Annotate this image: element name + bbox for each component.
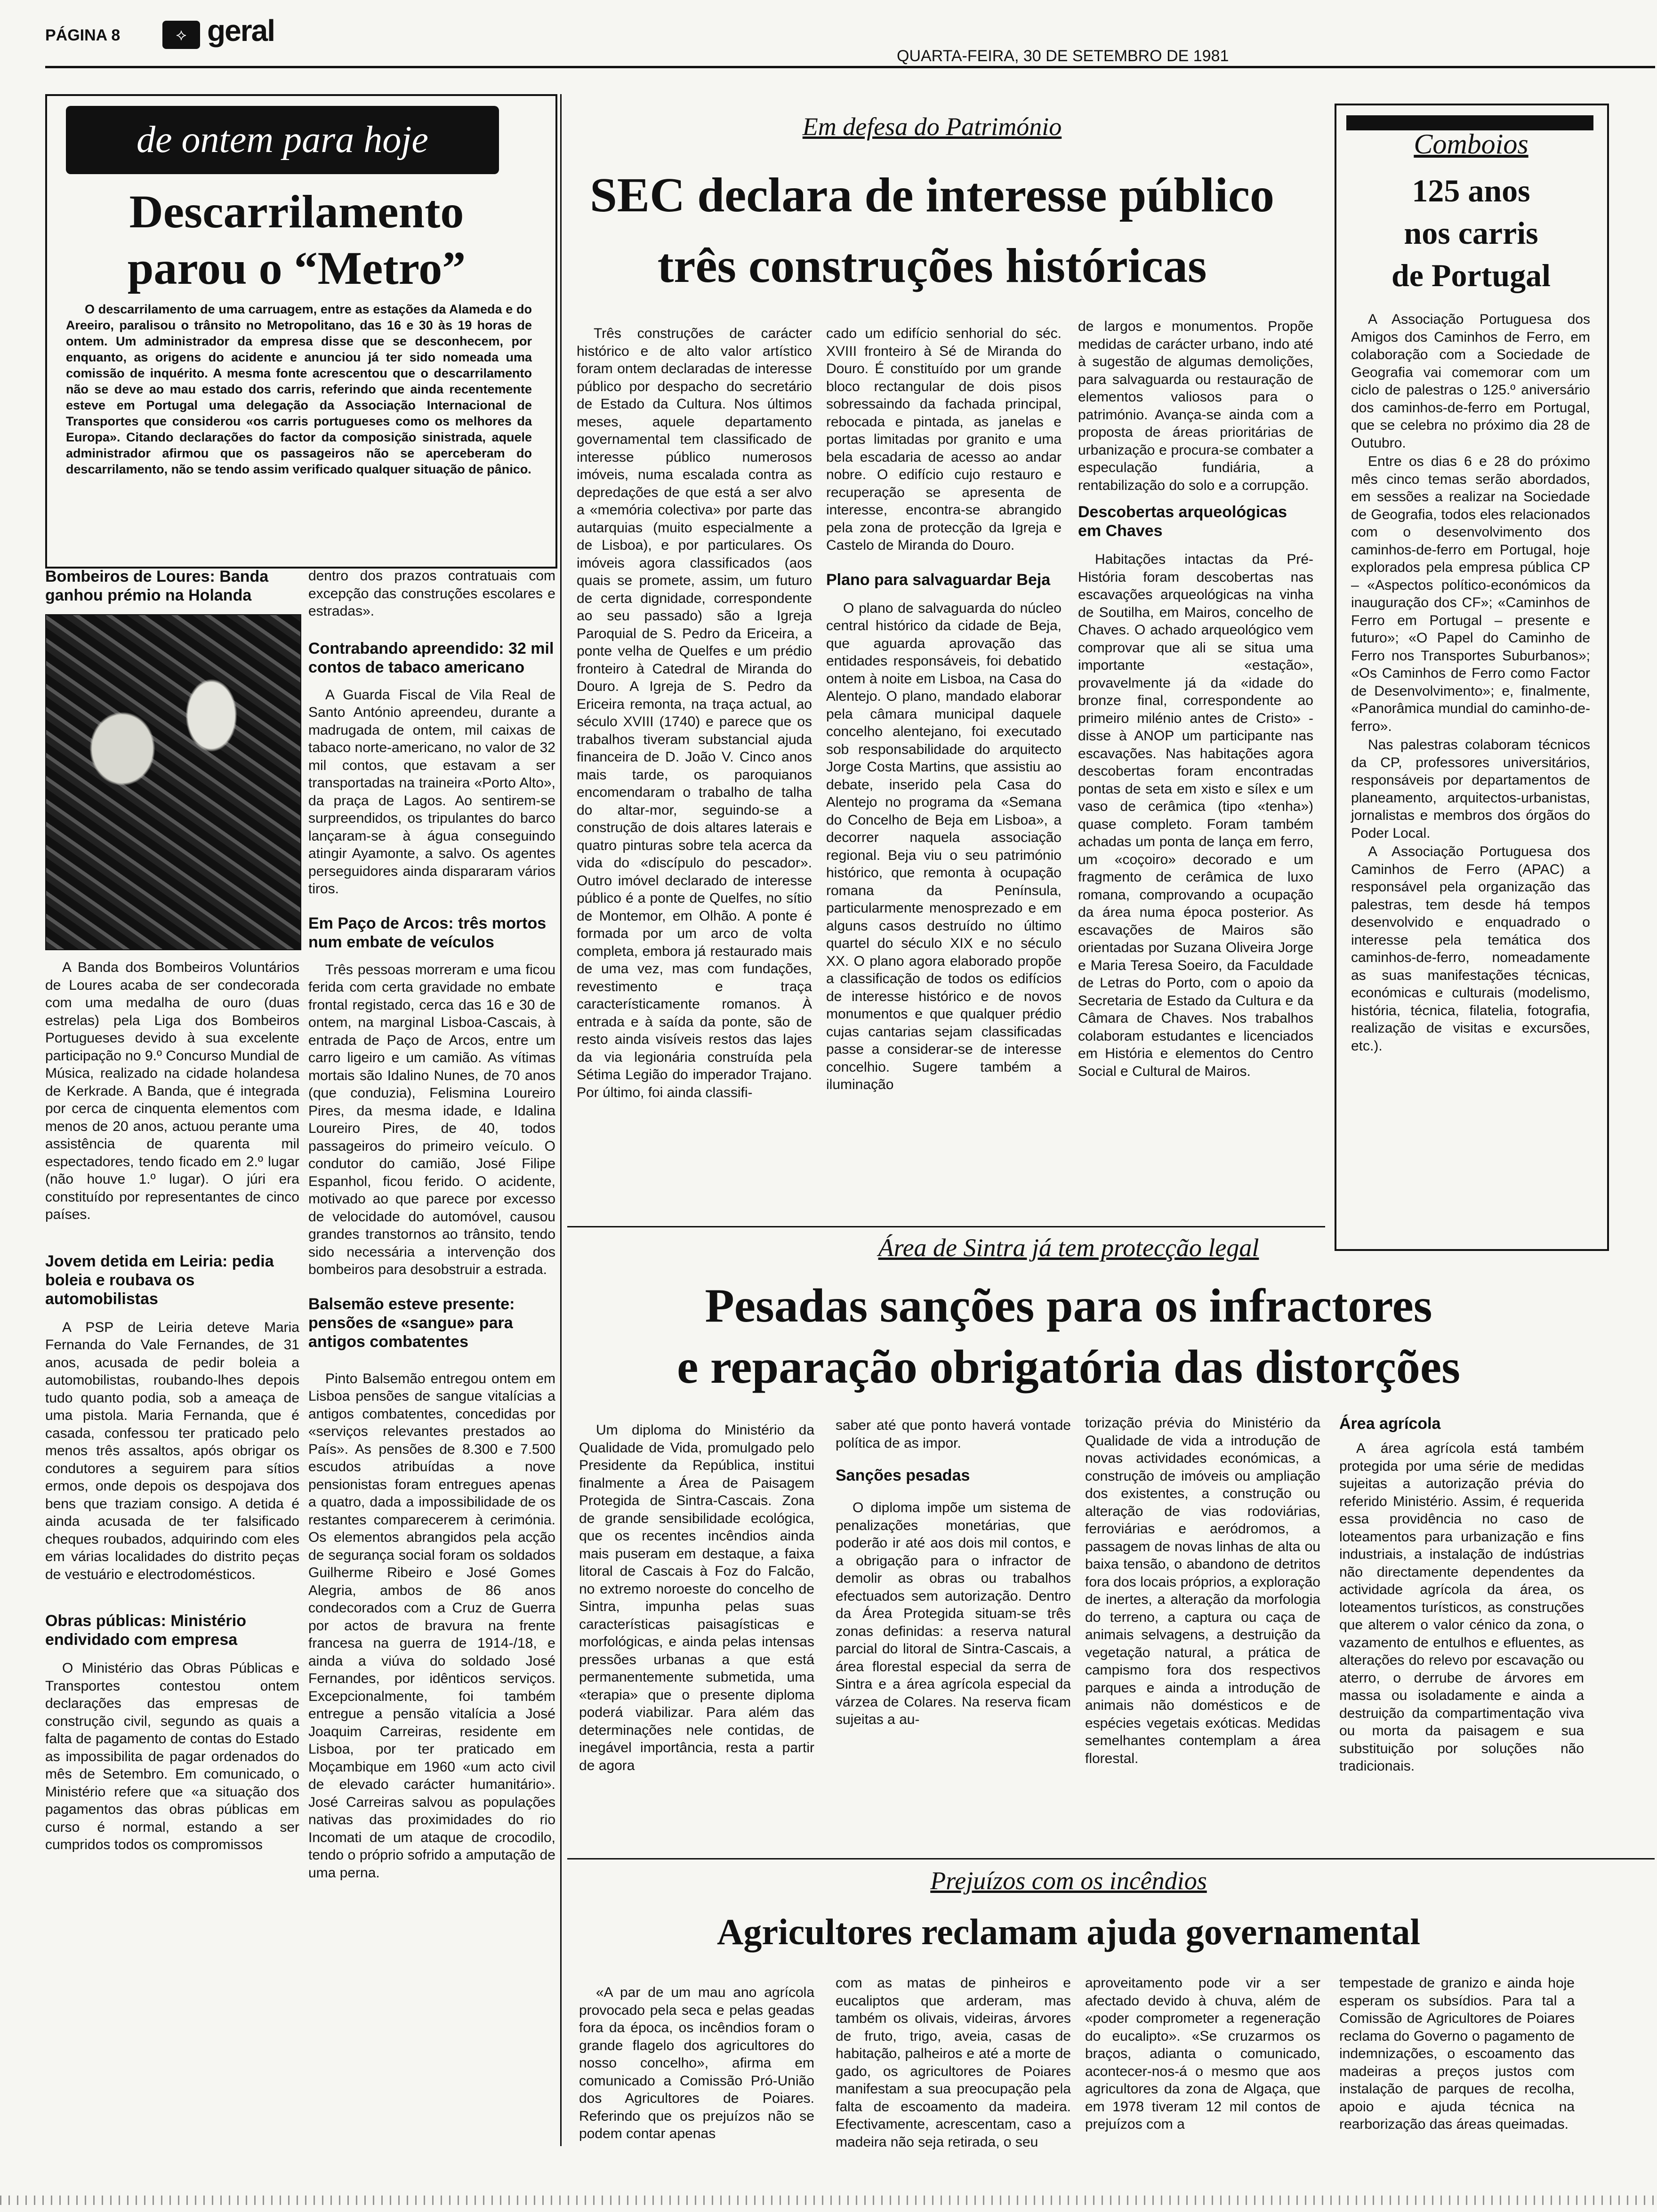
sintra-col2-text-a: saber até que ponto haverá vontade política de as impor. xyxy=(836,1418,1071,1451)
incendios-headline: Agricultores reclamam ajuda governamental xyxy=(717,1911,1420,1952)
obras-headline: Obras públicas: Ministério endividado com empresa xyxy=(45,1612,246,1649)
sintra-col3 xyxy=(1085,1414,1320,1768)
section-banner xyxy=(66,106,499,174)
sec-col2-text-a: cado um edifício senhorial do séc. XVIII fronteiro à Sé de Miranda do Douro. É constituído por um grande bloco rectangular de dois pisos sobressaindo da fachada principal, rebocada e pintada, as janelas e portas limitadas por granito e uma bela escadaria de acesso ao andar nobre. O edifício cujo restauro e recuperação se apresenta de interesse, encontra-se abrangido pela zona de protecção da Igreja e Castelo de Miranda do Douro. xyxy=(826,326,1062,553)
band-photo xyxy=(45,614,301,950)
comboios-p1: A Associação Portuguesa dos Amigos dos Caminhos de Ferro, em colaboração com a Sociedade de Geografia vai comemorar com um ciclo de palestras o 125.º aniversário dos caminhos-de-ferro em Portugal, que se celebra no próximo dia 28 de Outubro. xyxy=(1351,312,1590,451)
metro-lead: O descarrilamento de uma carruagem, entre as estações da Alameda e do Areeiro, paralisou o trânsito no Metropolitano, das 16 e 30 às 19 horas de ontem. Um administrador da empresa disse que se desconhecem, por enquanto, as origens do acidente e anunciou já ter sido nomeada uma comissão de inquérito. A mesma fonte acrescentou que o descarrilamento não se deve ao mau estado dos carris, referindo que ainda recentemente esteve em Portugal uma delegação da Associação Internacional de Transportes que considerou «os carris portugueses como os melhores da Europa». Citando declarações do factor da composição sinistrada, aquele administrador afirmou que os passageiros não se aperceberam do descarrilamento, não se tendo assim verificado qualquer situação de pânico. xyxy=(66,302,532,476)
sintra-col2 xyxy=(836,1417,1071,1730)
sec-col3-text-a: de largos e monumentos. Propõe medidas de carácter urbano, indo até à sugestão de algumas demolições, para salvaguarda ou restauração de elementos valiosos para o património. Avança-se ainda com a proposta de áreas prioritárias de urbanização e procura-se combater a especulação fundiária, a rentabilização do solo e a corrupção. xyxy=(1078,319,1313,493)
incendios-col4 xyxy=(1339,1974,1575,2134)
beja-headline: Plano para salvaguardar Beja xyxy=(826,570,1051,589)
page-date: QUARTA-FEIRA, 30 DE SETEMBRO DE 1981 xyxy=(897,47,1229,65)
chaves-body: Habitações intactas da Pré-História foram descobertas nas escavações arqueológicas na vinha de Soutilha, em Mairos, concelho de Chaves. O achado arqueológico vem comprovar que ali se situa uma importante «estação», provavelmente já da «idade do bronze final, correspondente ao primeiro milénio antes de Cristo» - disse à ANOP um participante nas escavações. Nas habitações agora descobertas foram encontradas pontas de seta em xisto e sílex e um vaso de cerâmica (tipo «tenha») quase completo. Foram também achadas um ponta de lança em ferro, um «coçoiro» decorado e um fragmento de cerâmica de luxo romana, comprovando a ocupação da área numa época posterior. As escavações de Mairos são orientadas por Suzana Oliveira Jorge e Maria Teresa Soeiro, da Faculdade de Letras do Porto, com o apoio da Secretaria de Estado da Cultura e da Câmara de Chaves. Nos trabalhos colaboram estudantes e licenciados em História e elementos do Centro Social e Cultural de Mairos. xyxy=(1078,552,1313,1079)
incendios-col3 xyxy=(1085,1974,1320,2134)
beja-body: O plano de salvaguarda do núcleo central histórico da cidade de Beja, que aguarda aprovação das entidades responsáveis, foi debatido ontem à noite em Lisboa, na Casa do Alentejo. O plano, mandado elaborar pela câmara municipal daquele concelho alentejano, foi executado sob responsabilidade do arquitecto Jorge Costa Martins, que assistiu ao debate, inserido pela Casa do Alentejo no programa da «Semana do Concelho de Beja em Lisboa», a decorrer naquela associação regional. Beja viu o seu património histórico, que remonta à ocupação romana da Península, particularmente menosprezado e em alguns casos destruído no último quartel do século XIX e no século XX. O plano agora elaborado propõe a classificação de todos os edifícios de interesse histórico e de novos monumentos e que qualquer prédio cujas cantarias sejam classificadas passe a considerar-se de interesse concelhio. Sugere também a iluminação xyxy=(826,600,1062,1092)
sintra-col3-text: torização prévia do Ministério da Qualidade de vida a introdução de novas actividades económicas, a construção de imóveis ou ampliação dos existentes, a construção ou alteração de vias rodoviárias, ferroviárias e aeródromos, a passagem de novas linhas de alta ou baixa tensão, o abandono de detritos fora dos locais próprios, a exploração de inertes, a alteração da morfologia do terreno, a captura ou caça de animais selvagens, a destruição da vegetação natural, a prática de campismo fora dos respectivos parques e ainda a introdução de animais não domésticos e de espécies vegetais exóticas. Medidas semelhantes contemplam a área florestal. xyxy=(1085,1415,1320,1766)
incendios-col2 xyxy=(836,1974,1071,2152)
section-logo: geral xyxy=(207,14,274,48)
sintra-col1-text: Um diploma do Ministério da Qualidade de Vida, promulgado pelo Presidente da República, institui finalmente a Área de Paisagem Protegida de Sintra-Cascais. Zona de grande sensibilidade ecológica, que os recentes incêndios ainda mais puseram em destaque, a faixa litoral de Cascais à Foz do Falcão, no extremo noroeste do concelho de Sintra, impunha pelas suas características paisagísticas e morfológicas, e ainda pelas intensas pressões urbanas a que está permanentemente submetida, uma «terapia» que o presente diploma poderá viabilizar. Para além das determinações nele contidas, de inegável importância, resta a partir de agora xyxy=(579,1422,814,1773)
sec-headline-line2: três construções históricas xyxy=(657,239,1207,293)
sintra-kicker: Área de Sintra já tem protecção legal xyxy=(878,1234,1259,1262)
incendios-col3-text: aproveitamento pode vir a ser afectado devido à chuva, além de «poder comprometer a regeneração do eucalipto». «Se cruzarmos os braços, adianta o comunicado, acontecer-nos-á o mesmo que aos agricultores da zona de Algaça, que em 1978 tiveram 12 mil contos de prejuízos com a xyxy=(1085,1975,1320,2132)
comboios-p4: A Associação Portuguesa dos Caminhos de Ferro (APAC) a responsável pela organização das palestras, tem desde há tempos desenvolvido e enquadrado o interesse pela temática dos caminhos-de-ferro, nomeadamente as suas manifestações técnicas, económicas e culturais (modelismo, história, técnica, filatelia, fotografia, realização de visitas e excursões, etc.). xyxy=(1351,844,1590,1054)
sec-kicker: Em defesa do Património xyxy=(802,112,1062,141)
obras-continued: dentro dos prazos contratuais com excepção das construções escolares e estradas». xyxy=(308,568,555,619)
sec-col2 xyxy=(826,325,1062,1095)
sec-col1 xyxy=(577,325,812,1102)
incendios-col4-text: tempestade de granizo e ainda hoje esperam os subsídios. Para tal a Comissão de Agricultores de Poiares reclama do Governo o pagamento de indemnizações, o escoamento das madeiras a preços justos com instalação de parques de recolha, apoio e ajuda técnica na rearborização das áreas queimadas. xyxy=(1339,1975,1575,2132)
bottom-scan-edge xyxy=(0,2196,1657,2205)
obras-body: O Ministério das Obras Públicas e Transportes contestou ontem declarações das empresas de construção civil, segundo as quais a falta de pagamento de contas do Estado as impossibilita de pagar ordenados do mês de Setembro. Em comunicado, o Ministério refere que «a situação dos pagamentos das obras públicas em curso é normal, estando a ser cumpridos todos os compromissos xyxy=(45,1660,299,1852)
sintra-headline-line2: e reparação obrigatória das distorções xyxy=(677,1340,1460,1394)
area-agricola-headline: Área agrícola xyxy=(1339,1415,1441,1433)
incendios-col1-text: «A par de um mau ano agrícola provocado pela seca e pelas geadas fora da época, os incêndios foram o grande flagelo dos agricultores do nosso concelho», afirma em comunicado a Comissão Pró-União dos Agricultores de Poiares. Referindo que os prejuízos não se podem contar apenas xyxy=(579,1985,814,2141)
comboios-headline xyxy=(1335,169,1608,297)
masthead-rule xyxy=(45,66,1655,68)
section-emblem: ⟡ xyxy=(162,21,200,49)
sintra-headline-line1: Pesadas sanções para os infractores xyxy=(705,1279,1432,1332)
comboios-p3: Nas palestras colaboram técnicos da CP, professores universitários, responsáveis por departamentos de planeamento, arquitectos-urbanistas, jornalistas e membros dos órgãos do Poder Local. xyxy=(1351,737,1590,841)
column-divider-left xyxy=(560,94,562,2146)
comboios-headline-line2: nos carris xyxy=(1404,215,1538,251)
sintra-headline xyxy=(567,1275,1570,1398)
area-agricola-body: A área agrícola está também protegida por uma série de medidas sujeitas a autorização prévia do referido Ministério. Assim, é requerida essa providência no caso de loteamentos para urbanização e fins industriais, a instalação de indústrias não directamente dependentes da actividade agrícola da área, os loteamentos turísticos, as construções que alterem o valor cénico da zona, o vazamento de entulhos e efluentes, as alterações do relevo por escavação ou aterro, o derrube de árvores em massa ou isoladamente e ainda a destruição da compartimentação viva ou morta da paisagem e sua substituição por soluções não tradicionais. xyxy=(1339,1441,1584,1774)
contrabando-body: A Guarda Fiscal de Vila Real de Santo António apreendeu, durante a madrugada de ontem, mil caixas de tabaco norte-americano, no valor de 32 mil contos, que estavam a ser transportadas na traineira «Porto Alto», da praça de Lagos. Ao sentirem-se surpreendidos, os tripulantes do barco lançaram-se à água conseguindo atingir Ayamonte, a salvo. Os agentes perseguidores ainda dispararam vários tiros. xyxy=(308,687,555,897)
comboios-kicker: Comboios xyxy=(1414,128,1528,160)
comboios-headline-line3: de Portugal xyxy=(1391,257,1551,293)
loures-body: A Banda dos Bombeiros Voluntários de Loures acaba de ser condecorada com uma medalha de ouro (duas estrelas) pela Liga dos Bombeiros Portugueses devido à sua excelente participação no 9.º Concurso Mundial de Música, realizado na cidade holandesa de Kerkrade. A Banda, que é integrada por cerca de cinquenta elementos com menos de 20 anos, actuou perante uma assistência de quarenta mil espectadores, tendo ficado em 2.º lugar (não houve 1.º lugar). O júri era constituído por representantes de cinco países. xyxy=(45,960,299,1222)
left-col2 xyxy=(308,567,555,1883)
sancoes-headline: Sanções pesadas xyxy=(836,1467,970,1484)
metro-headline-line2: parou o “Metro” xyxy=(127,242,466,294)
balsemao-body: Pinto Balsemão entregou ontem em Lisboa pensões de sangue vitalícias a antigos combatentes, concedidas por «serviços relevantes prestados ao País». As pensões de 8.300 e 7.500 escudos atribuídas a nove pensionistas foram entregues apenas a quatro, dada a impossibilidade de os restantes comparecerem à cerimónia. Os elementos abrangidos pela acção de segurança social foram os soldados Guilherme Ribeiro e José Gomes Alegria, ambos de 86 anos condecorados com a Cruz de Guerra por actos de bravura na frente francesa na guerra de 1914-/18, e ainda a viúva do soldado José Fernandes, por idênticos serviços. Excepcionalmente, foi também entregue a pensão vitalícia a José Joaquim Carreiras, residente em Lisboa, por ter praticado em Moçambique em 1960 «um acto civil de elevado carácter humanitário». José Carreiras salvou as populações nativas das proximidades do rio Incomati de um ataque de crocodilo, tendo o próprio sofrido a amputação de uma perna. xyxy=(308,1370,555,1881)
sintra-col4 xyxy=(1339,1414,1584,1776)
sintra-col1 xyxy=(579,1421,814,1775)
section-banner-text: de ontem para hoje xyxy=(137,119,428,160)
sec-headline xyxy=(565,160,1299,301)
comboios-body xyxy=(1351,311,1590,1056)
comboios-headline-line1: 125 anos xyxy=(1412,173,1530,208)
sancoes-body: O diploma impõe um sistema de penalizações monetárias, que poderão ir até aos dois mil contos, e a obrigação para o infractor de demolir as obras ou trabalhos efectuados sem autorização. Dentro da Área Protegida situam-se três zonas definidas: a reserva natural parcial do litoral de Sintra-Cascais, a área florestal especial da serra de Sintra e a área agrícola especial da várzea de Colares. Na reserva ficam sujeitas a au- xyxy=(836,1500,1071,1727)
paco-arcos-body: Três pessoas morreram e uma ficou ferida com certa gravidade no embate frontal registado, cerca das 16 e 30 de ontem, na marginal Lisboa-Cascais, à entrada de Paço de Arcos, entre um carro ligeiro e um camião. As vítimas mortais são Idalino Nunes, de 70 anos (que conduzia), Felismina Loureiro Pires, da mesma idade, e Idalina Loureiro Pires, de 40, todos passageiros do primeiro veículo. O condutor do camião, José Filipe Espanhol, ficou ferido. O acidente, motivado ao que parece por excesso de velocidade do automóvel, causou grandes transtornos ao trânsito, tendo sido necessária a intervenção dos bombeiros para desobstruir a estrada. xyxy=(308,962,555,1277)
sintra-top-rule xyxy=(567,1226,1325,1227)
sec-col1-text: Três construções de carácter histórico e de alto valor artístico foram ontem declaradas de interesse público por despacho do secretário de Estado da Cultura. Nos últimos meses, aquele departamento governamental tem classificado de interesse público numerosos imóveis, numa escalada contra as depredações de que está a ser alvo a «memória colectiva» por parte das autarquias (muito especialmente a de Lisboa), e por particulares. Os imóveis agora classificados (aos quais se promete, assim, um futuro de certa dignidade, correspondente ao seu passado) são a Igreja Paroquial de S. Pedro da Ericeira, a ponte velha de Quelfes e um prédio fronteiro à Catedral de Miranda do Douro. A Igreja de S. Pedro da Ericeira remonta, na traça actual, ao século XVIII (1740) e parece que os trabalhos tiveram substancial ajuda financeira de D. João V. Cinco anos mais tarde, os paroquianos encomendaram o trabalho de talha do altar-mor, seguindo-se a construção de dois altares laterais e quatro pinturas sobre tela acerca da vida do «discípulo do pescador». Outro imóvel declarado de interesse público é a ponte de Quelfes, no sítio de Montemor, em Olhão. A ponte é formada por um arco de volta completa, embora já restaurado mais de uma vez, mas com fundações, revestimento e traça característicamente romanos. À entrada e à saída da ponte, são de resto ainda visíveis restos das lajes da via legionária construída pela Sétima Legião do imperador Trajano. Por último, foi ainda classifi- xyxy=(577,326,812,1100)
sec-headline-line1: SEC declara de interesse público xyxy=(589,168,1275,222)
comboios-p2: Entre os dias 6 e 28 do próximo mês cinco temas serão abordados, em sessões a realizar na Sociedade de Geografia, todos eles relacionados com o desenvolvimento dos caminhos-de-ferro em Portugal, hoje explorados pela empresa pública CP – «Aspectos político-económicos da inauguração dos CF»; «Caminhos de Ferro em Portugal – presente e futuro»; «O Papel do Caminho de Ferro nos Transportes Suburbanos»; «Os Caminhos de Ferro como Factor de Desenvolvimento»; e, finalmente, «Panorâmica mundial do caminho-de-ferro». xyxy=(1351,454,1590,734)
metro-headline-line1: Descarrilamento xyxy=(129,185,464,238)
incendios-kicker: Prejuízos com os incêndios xyxy=(930,1867,1207,1895)
sec-col3 xyxy=(1078,318,1313,1081)
contrabando-headline: Contrabando apreendido: 32 mil contos de tabaco americano xyxy=(308,639,554,676)
page-label: PÁGINA 8 xyxy=(45,26,121,44)
left-col1 xyxy=(45,567,299,1855)
leiria-headline: Jovem detida em Leiria: pedia boleia e roubava os automobilistas xyxy=(45,1252,274,1308)
incendios-col2-text: com as matas de pinheiros e eucaliptos que arderam, mas também os olivais, videiras, árvores de fruto, trigo, aveia, casas de habitação, palheiros e até a morte de gado, os agricultores de Poiares manifestam a sua preocupação pela falta de escoamento da madeira. Efectivamente, acrescentam, caso a madeira não seja retirada, o seu xyxy=(836,1975,1071,2150)
paco-arcos-headline: Em Paço de Arcos: três mortos num embate de veículos xyxy=(308,914,547,951)
leiria-body: A PSP de Leiria deteve Maria Fernanda do Vale Fernandes, de 31 anos, acusada de pedir boleia a automobilistas, roubando-lhes depois tudo quanto podia, sob a ameaça de uma pistola. Maria Fernanda, que é casada, confessou ter praticado pelo menos três assaltos, após obrigar os condutores a seguirem para sítios ermos, onde depois os despojava dos bens que traziam consigo. A detida é ainda acusada de ter falsificado cheques roubados, adquirindo com eles em várias localidades do distrito peças de vestuário e electrodomésticos. xyxy=(45,1319,299,1582)
chaves-headline: Descobertas arqueológicas em Chaves xyxy=(1078,503,1287,540)
incendios-top-rule xyxy=(567,1858,1655,1859)
balsemao-headline: Balsemão esteve presente: pensões de «sangue» para antigos combatentes xyxy=(308,1295,515,1351)
metro-headline xyxy=(56,184,537,297)
incendios-col1 xyxy=(579,1984,814,2144)
loures-headline: Bombeiros de Loures: Banda ganhou prémio na Holanda xyxy=(45,568,269,604)
